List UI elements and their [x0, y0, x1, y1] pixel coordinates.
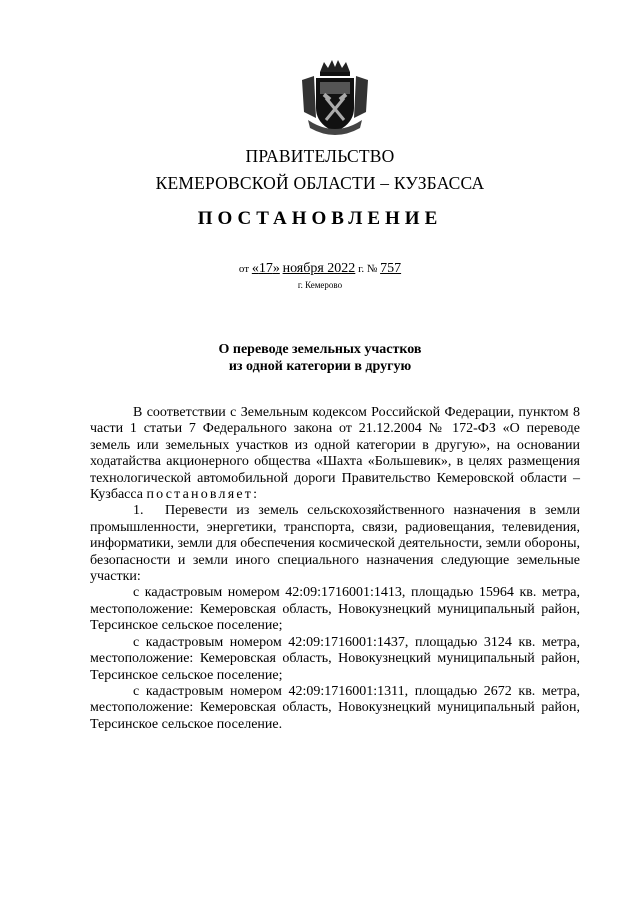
item-1-number: 1. — [133, 503, 144, 519]
preamble-text: В соответствии с Земельным кодексом Российской Федерации, пунктом 8 части 1 статьи 7 Федерального закона от 21.12.2004 № 172-ФЗ «О переводе земель или земельных участков из одной категории в другую», на основании ходатайства акционерного общества «Шахта «Большевик», в целях размещения технологической автомобильной дороги Правительство Кемеровской области – Кузбасса — [90, 405, 580, 503]
item-1-paragraph — [90, 503, 580, 585]
parcel-paragraph: с кадастровым номером 42:09:1716001:1413, площадью 15964 кв. метра, местоположение: Кемеровская область, Новокузнецкий муниципальный район, Терсинское сельское поселение; — [90, 585, 580, 634]
subject-line-2: из одной категории в другую — [228, 359, 412, 374]
date-month-year: ноября 2022 — [282, 261, 356, 276]
document-number: 757 — [380, 261, 402, 276]
document-type-heading: ПОСТАНОВЛЕНИЕ — [197, 208, 443, 229]
document-body — [90, 405, 580, 733]
date-prefix: от — [238, 263, 250, 275]
subject-line-1: О переводе земельных участков — [218, 342, 422, 357]
number-prefix: № — [366, 263, 378, 275]
item-1-text: Перевести из земель сельскохозяйственного назначения в земли промышленности, энергетики, транспорта, связи, радиовещания, телевидения, информатики, земли для обеспечения космической деятельности, земли обороны, безопасности и земли иного специального назначения следующие земельные участки: — [90, 503, 580, 585]
coat-of-arms-emblem-icon — [296, 58, 374, 136]
government-title: ПРАВИТЕЛЬСТВО — [245, 146, 395, 166]
preamble-paragraph — [90, 405, 580, 503]
date-year-suffix: г. — [358, 263, 365, 275]
date-day: 17 — [258, 261, 273, 276]
parcel-paragraph: с кадастровым номером 42:09:1716001:1311, площадью 2672 кв. метра, местоположение: Кемеровская область, Новокузнецкий муниципальный район, Терсинское сельское поселение. — [90, 683, 580, 732]
decree-word: постановляет: — [146, 487, 260, 503]
date-close-quote: » — [272, 261, 280, 276]
document-subject — [0, 341, 640, 375]
date-number-line — [0, 261, 640, 277]
date-open-quote: « — [251, 261, 259, 276]
parcel-paragraph: с кадастровым номером 42:09:1716001:1437, площадью 3124 кв. метра, местоположение: Кемеровская область, Новокузнецкий муниципальный район, Терсинское сельское поселение; — [90, 634, 580, 683]
region-title: КЕМЕРОВСКОЙ ОБЛАСТИ – КУЗБАССА — [155, 173, 485, 193]
city-label: г. Кемерово — [297, 280, 343, 290]
